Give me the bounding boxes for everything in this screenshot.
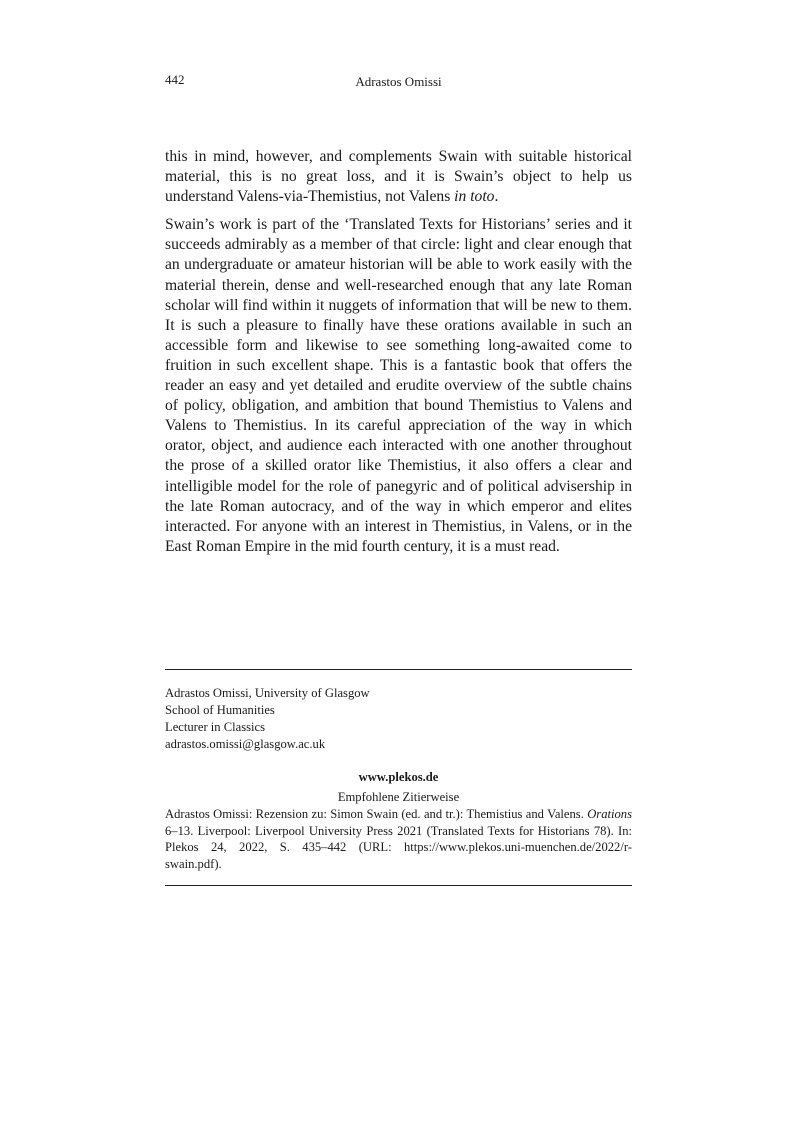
page-number: 442 bbox=[165, 72, 185, 87]
citation-italic: Orations bbox=[587, 807, 632, 821]
site-link[interactable]: www.plekos.de bbox=[358, 770, 439, 784]
divider-bottom bbox=[165, 885, 632, 886]
paragraph-2: Swain’s work is part of the ‘Translated Texts for Historians’ series and it succeeds admirably as a member of that circle: light and clear enough that an undergraduate or amateur historian will be able to work easily with the material therein, dense and well-researched enough that any late Roman scholar will find within it nuggets of information that will be new to them. It is such a pleasure to finally have these orations available in such an accessible form and likewise to see something long-awaited come to fruition in such excellent shape. This is a fantastic book that offers the reader an easy and yet detailed and erudite overview of the subtle chains of policy, obligation, and ambition that bound Themistius to Valens and Valens to Themistius. In its careful appreciation of the way in which orator, object, and audience each interacted with one another throughout the prose of a skilled orator like Themistius, it also offers a clear and intelligible model for the role of panegyric and of political advisership in the late Roman autocracy, and of the way in which emperor and elites interacted. For anyone with an interest in Themistius, in Valens, or in the East Roman Empire in the mid fourth century, it is a must read. bbox=[165, 216, 632, 555]
paragraph-1-end: . bbox=[494, 188, 499, 206]
author-email[interactable]: adrastos.omissi@glasgow.ac.uk bbox=[165, 737, 326, 751]
review-body bbox=[165, 147, 632, 565]
author-affiliation bbox=[165, 685, 632, 753]
paragraph-1-text: this in mind, however, and complements Swain with suitable historical material, this is no great loss, and it is Swain’s object to help us understand Valens-via-Themistius, not Valens bbox=[165, 148, 632, 206]
citation-text bbox=[165, 806, 632, 872]
citation-heading: Empfohlene Zitierweise bbox=[337, 790, 460, 804]
citation-part-1: Adrastos Omissi: Rezension zu: Simon Swain (ed. and tr.): Themistius and Valens. bbox=[165, 807, 588, 821]
page-header bbox=[165, 72, 632, 92]
paragraph-1 bbox=[165, 147, 632, 207]
affiliation-line-2: School of Humanities bbox=[165, 703, 275, 717]
citation-part-2: 6–13. Liverpool: Liverpool University Press 2021 (Translated Texts for Historians 78). In: Plekos 24, 2022, S. 435–442 (URL: https://www.plekos.uni-muenchen.de/2022/r-swain.pdf). bbox=[165, 823, 632, 871]
paragraph-1-italic: in toto bbox=[454, 188, 495, 206]
divider-top bbox=[165, 669, 632, 670]
running-head: Adrastos Omissi bbox=[355, 74, 442, 89]
affiliation-line-1: Adrastos Omissi, University of Glasgow bbox=[165, 686, 370, 700]
affiliation-line-3: Lecturer in Classics bbox=[165, 720, 266, 734]
